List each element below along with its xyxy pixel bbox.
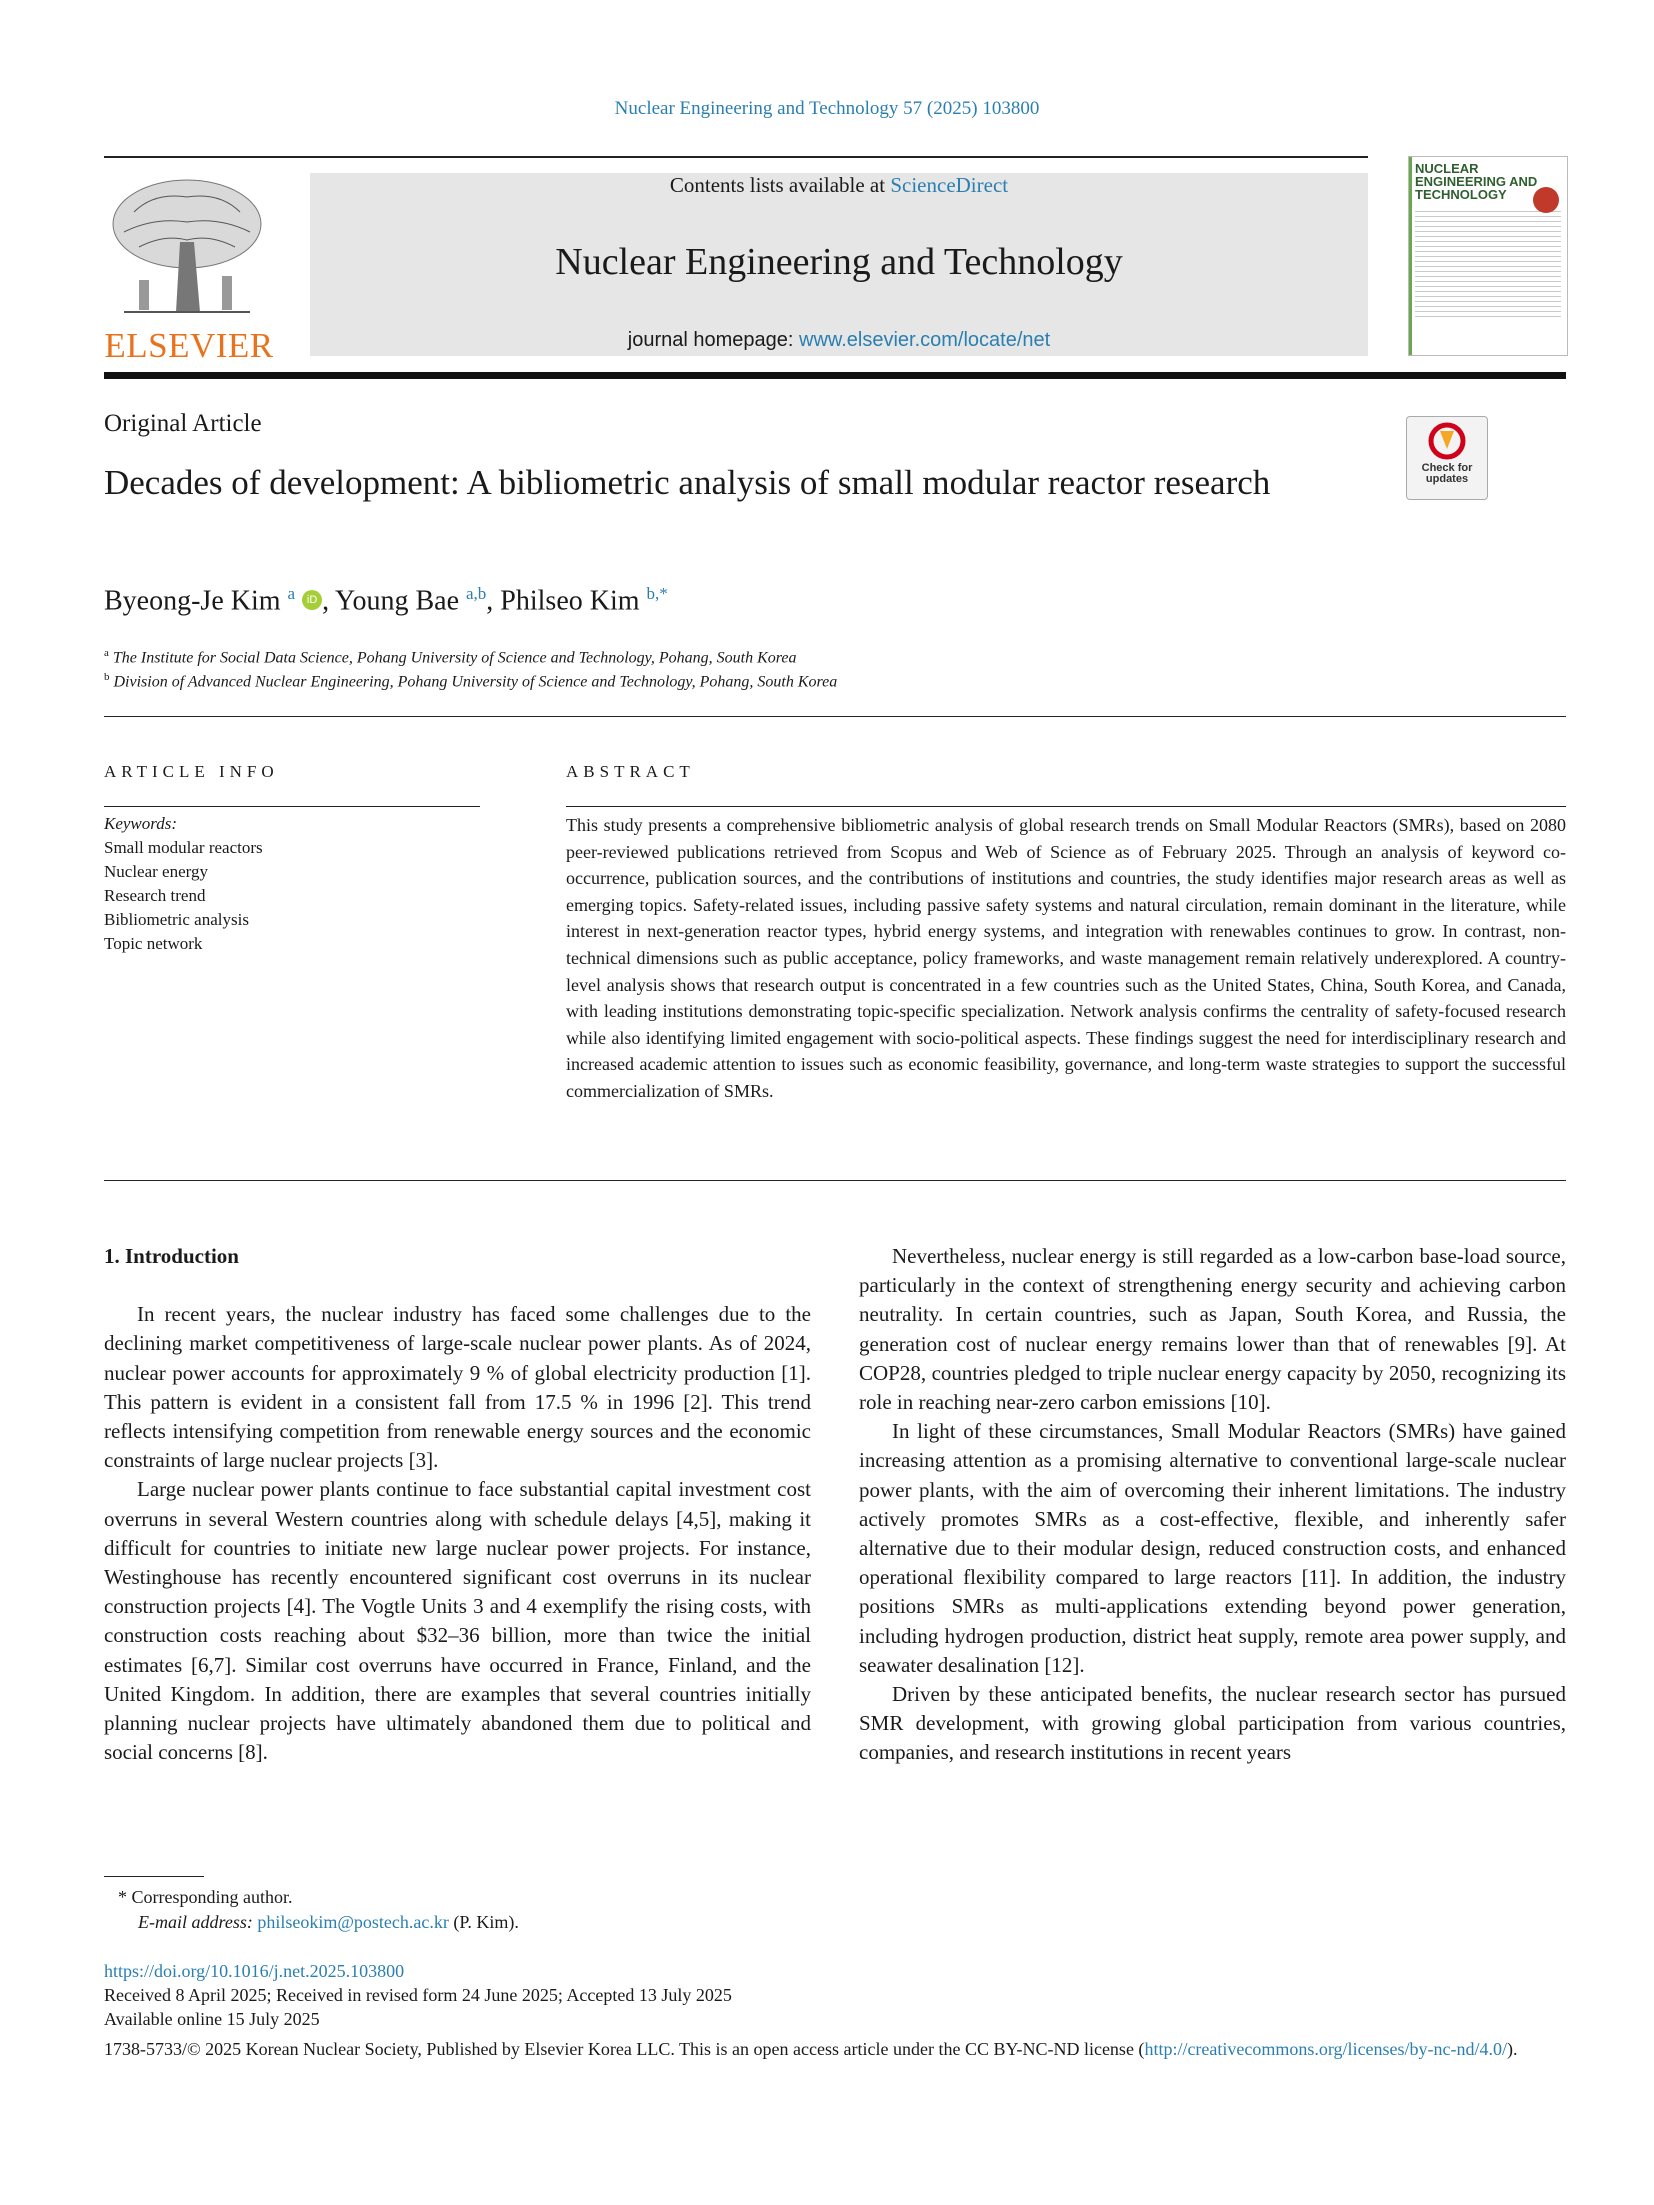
affiliation-text: The Institute for Social Data Science, Pohang University of Science and Technology, Pohang, South Korea — [112, 649, 797, 667]
elsevier-tree-logo[interactable] — [104, 172, 270, 322]
article-type: Original Article — [104, 410, 262, 437]
affiliation-mark: b — [104, 671, 110, 683]
author-name[interactable]: Philseo Kim — [500, 585, 640, 617]
available-online: Available online 15 July 2025 — [104, 2009, 320, 2029]
author-affiliation-mark[interactable]: a,b — [466, 584, 487, 603]
article-info-rule — [104, 806, 480, 807]
cover-badge-icon — [1533, 187, 1559, 213]
orcid-icon[interactable]: iD — [302, 590, 322, 610]
journal-title: Nuclear Engineering and Technology — [555, 241, 1123, 283]
article-info-heading: ARTICLE INFO — [104, 762, 279, 781]
license-prefix: 1738-5733/© 2025 Korean Nuclear Society, Published by Elsevier Korea LLC. This is an open access article under the CC BY-NC-ND license ( — [104, 2039, 1145, 2059]
author-affiliation-mark[interactable]: a — [287, 584, 296, 603]
abstract-text: This study presents a comprehensive bibliometric analysis of global research trends on Small Modular Reactors (SMRs), based on 2080 peer-reviewed publications retrieved from Scopus and Web of Science as of February 2025. Through an analysis of keyword co-occurrence, publication sources, and the contributions of institutions and countries, the study identifies major research areas as well as emerging topics. Safety-related issues, including passive safety systems and natural circulation, remain dominant in the literature, while interest in next-generation reactor types, hybrid energy systems, and integration with renewables continues to grow. In contrast, non-technical dimensions such as public acceptance, policy frameworks, and waste management remain relatively underexplored. A country-level analysis shows that research output is concentrated in a few countries such as the United States, China, South Korea, and Canada, with leading institutions demonstrating topic-specific specialization. Network analysis confirms the centrality of safety-focused research while also identifying limited engagement with socio-political aspects. These findings suggest the need for interdisciplinary research and increased academic attention to issues such as economic feasibility, governance, and long-term waste strategies to support the successful commercialization of SMRs. — [566, 815, 1566, 1101]
author-list: Byeong-Je Kim $^a$ iD , Young Bae $^{a,b}$, Philseo Kim $^{b,*}$ — [104, 584, 668, 617]
elsevier-wordmark[interactable]: ELSEVIER — [104, 326, 274, 365]
header-rule — [104, 156, 1368, 158]
body-paragraph: Large nuclear power plants continue to face substantial capital investment cost overruns in several Western countries along with schedule delays [4,5], making it difficult for countries to initiate new large nuclear power projects. For instance, Westinghouse has recently encountered significant cost overruns in its nuclear construction projects [4]. The Vogtle Units 3 and 4 exemplify the rising costs, with construction costs reaching about $32–36 billion, more than twice the initial estimates [6,7]. Similar cost overruns have occurred in France, Finland, and the United Kingdom. In addition, there are examples that several countries initially planning nuclear projects have ultimately abandoned them due to political and social concerns [8]. — [104, 1477, 811, 1765]
keyword-item: Research trend — [104, 886, 206, 905]
masthead-rule — [104, 372, 1566, 379]
homepage-line — [310, 329, 1368, 352]
license-link[interactable]: http://creativecommons.org/licenses/by-nc-nd/4.0/ — [1144, 2039, 1508, 2059]
cover-lines — [1415, 207, 1561, 317]
info-top-rule — [104, 716, 1566, 717]
running-header[interactable]: Nuclear Engineering and Technology 57 (2025) 103800 — [614, 98, 1040, 119]
homepage-prefix: journal homepage: — [627, 329, 799, 351]
body-paragraph: Nevertheless, nuclear energy is still regarded as a low-carbon base-load source, particularly in the context of strengthening energy security and achieving carbon neutrality. In certain countries, such as Japan, South Korea, and Russia, the generation cost of nuclear energy remains lower than that of renewables [9]. At COP28, countries pledged to triple nuclear energy capacity by 2050, recognizing its role in reaching near-zero carbon emissions [10]. — [859, 1244, 1566, 1415]
body-column-left — [104, 1242, 811, 1767]
contents-prefix: Contents lists available at — [669, 173, 891, 197]
keywords-label: Keywords: — [104, 814, 178, 833]
body-paragraph: In recent years, the nuclear industry has faced some challenges due to the declining market competitiveness of large-scale nuclear power plants. As of 2024, nuclear power accounts for approximately 9 % of global electricity production [1]. This pattern is evident in a consistent fall from 17.5 % in 1996 [2]. This trend reflects intensifying competition from renewable energy sources and the economic constraints of large nuclear projects [3]. — [104, 1302, 811, 1473]
section-heading-introduction: 1. Introduction — [104, 1244, 239, 1268]
journal-masthead — [310, 173, 1368, 356]
affiliation-a — [104, 647, 796, 667]
contents-line — [310, 173, 1368, 198]
abstract-heading: ABSTRACT — [566, 762, 695, 781]
journal-homepage-link[interactable]: www.elsevier.com/locate/net — [799, 329, 1051, 351]
keyword-item: Nuclear energy — [104, 862, 208, 881]
author-name[interactable]: Byeong-Je Kim — [104, 585, 281, 617]
author-name[interactable]: Young Bae — [335, 585, 459, 617]
corresponding-author-note: * Corresponding author. — [118, 1887, 293, 1907]
keywords-block — [104, 812, 263, 956]
sciencedirect-link[interactable]: ScienceDirect — [890, 173, 1009, 197]
email-suffix: (P. Kim). — [448, 1912, 519, 1932]
footnote-rule — [104, 1876, 204, 1877]
body-paragraph: Driven by these anticipated benefits, the nuclear research sector has pursued SMR development, with growing global participation from various countries, companies, and research institutions in recent years — [859, 1682, 1566, 1765]
keyword-item: Small modular reactors — [104, 838, 263, 857]
cover-title: NUCLEAR ENGINEERING AND TECHNOLOGY — [1415, 161, 1538, 202]
received-dates: Received 8 April 2025; Received in revised form 24 June 2025; Accepted 13 July 2025 — [104, 1985, 732, 2005]
article-title: Decades of development: A bibliometric analysis of small modular reactor research — [104, 463, 1271, 502]
check-updates-icon — [1407, 417, 1487, 463]
keyword-item: Topic network — [104, 934, 203, 953]
doi-link[interactable]: https://doi.org/10.1016/j.net.2025.103800 — [104, 1961, 405, 1981]
abstract-rule — [566, 806, 1566, 807]
license-statement — [104, 2036, 1566, 2062]
check-updates-label: Check for updates — [1421, 462, 1473, 485]
abstract-bottom-rule — [104, 1180, 1566, 1181]
author-affiliation-mark[interactable]: b,* — [646, 584, 668, 603]
email-link[interactable]: philseokim@postech.ac.kr — [257, 1912, 449, 1932]
check-for-updates-button[interactable] — [1406, 416, 1488, 500]
email-note — [138, 1912, 1600, 1933]
affiliation-mark: a — [104, 647, 109, 659]
body-column-right — [859, 1242, 1566, 1768]
affiliation-text: Division of Advanced Nuclear Engineering, Pohang University of Science and Technology, Pohang, South Korea — [113, 673, 838, 691]
journal-cover-image[interactable] — [1408, 156, 1568, 356]
email-label: E-mail address: — [138, 1912, 258, 1932]
license-suffix: ). — [1507, 2039, 1518, 2059]
affiliation-b — [104, 671, 837, 691]
keyword-item: Bibliometric analysis — [104, 910, 249, 929]
body-paragraph: In light of these circumstances, Small Modular Reactors (SMRs) have gained increasing attention as a promising alternative to conventional large-scale nuclear power plants, with the aim of overcoming their inherent limitations. The industry actively promotes SMRs as a cost-effective, flexible, and inherently safer alternative due to their modular design, reduced construction costs, and enhanced operational flexibility compared to large reactors [11]. In addition, the industry positions SMRs as multi-applications extending beyond power generation, including hydrogen production, district heat supply, remote area power supply, and seawater desalination [12]. — [859, 1419, 1566, 1677]
cover-green-band — [1409, 157, 1412, 355]
